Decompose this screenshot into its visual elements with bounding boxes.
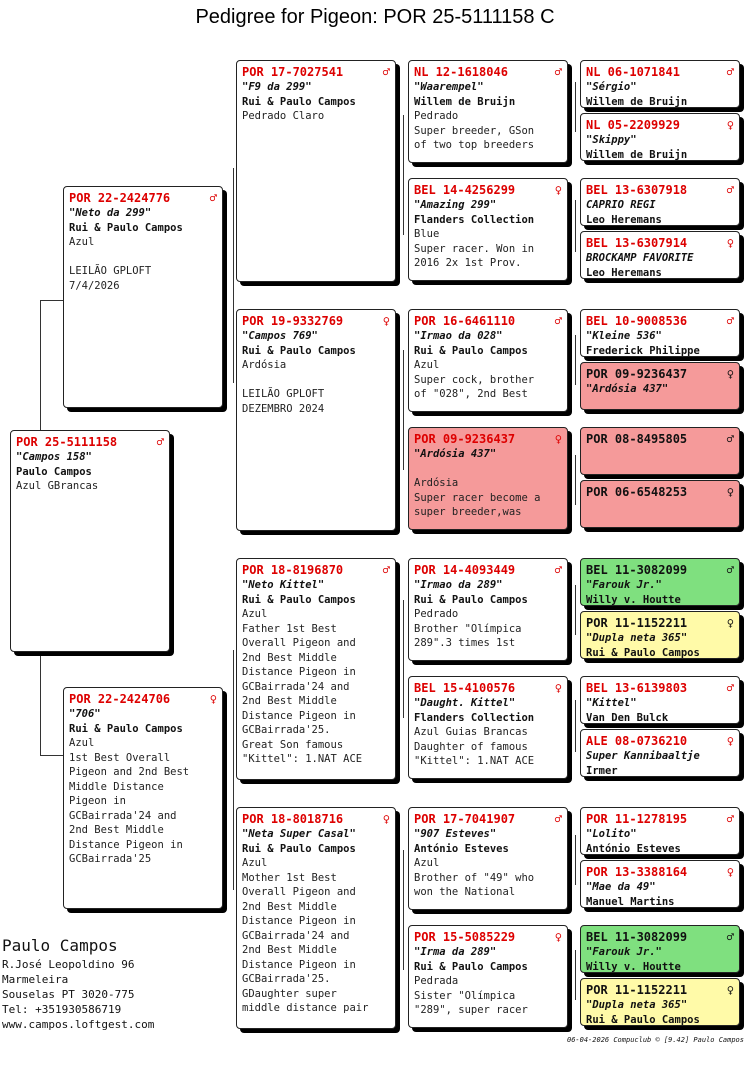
breeder-name: Irmer [586, 764, 618, 777]
ring-number: POR 06-6548253 [586, 485, 688, 499]
connector-line [575, 700, 576, 752]
pigeon-card-g4[interactable] [580, 231, 740, 279]
pigeon-notes: Ardósia LEILÃO GPLOFT DEZEMBRO 2024 [242, 359, 325, 415]
ring-number: POR 25-5111158 [16, 435, 118, 449]
pigeon-card-g8[interactable] [580, 480, 740, 528]
pigeon-name: "Campos 769" [242, 330, 318, 342]
breeder-name: Rui & Paulo Campos [242, 842, 356, 855]
pigeon-card-sss[interactable] [408, 60, 568, 163]
breeder-name: Van Den Bulck [586, 711, 669, 724]
sex-icon: ♂ [726, 812, 734, 826]
pigeon-name: CAPRIO REGI [586, 199, 656, 211]
breeder-name: Frederick Philippe [586, 344, 700, 357]
breeder-name: António Esteves [586, 842, 681, 855]
pigeon-name: "Irmao da 028" [414, 330, 503, 342]
pigeon-card-dss[interactable] [408, 558, 568, 661]
breeder-name: Rui & Paulo Campos [414, 344, 528, 357]
pigeon-name: BROCKAMP FAVORITE [586, 252, 694, 264]
sex-icon: ♀ [382, 812, 390, 826]
sex-icon: ♀ [726, 485, 734, 499]
ring-number: BEL 13-6307918 [586, 183, 688, 197]
pigeon-name: "Irmao da 289" [414, 579, 503, 591]
connector-line [40, 650, 41, 755]
sex-icon: ♂ [726, 681, 734, 695]
ring-number: POR 18-8196870 [242, 563, 344, 577]
pigeon-card-dam-dam[interactable] [236, 807, 396, 1029]
connector-line [403, 115, 404, 235]
sex-icon: ♂ [554, 65, 562, 79]
sex-icon: ♂ [382, 563, 390, 577]
sex-icon: ♀ [726, 734, 734, 748]
breeder-name: Willem de Bruijn [586, 148, 688, 161]
pigeon-name: "F9 da 299" [242, 81, 312, 93]
ring-number: POR 09-9236437 [586, 367, 688, 381]
breeder-name: Flanders Collection [414, 711, 535, 724]
pigeon-notes: Pedrado Claro [242, 110, 325, 122]
ring-number: POR 18-8018716 [242, 812, 344, 826]
owner-info [2, 935, 154, 1032]
pigeon-card-g7[interactable] [580, 427, 740, 475]
breeder-name: Willem de Bruijn [586, 95, 688, 108]
breeder-name: Rui & Paulo Campos [414, 593, 528, 606]
connector-line [575, 835, 576, 885]
ring-number: POR 15-5085229 [414, 930, 516, 944]
sex-icon: ♀ [726, 236, 734, 250]
sex-icon: ♀ [209, 692, 217, 706]
ring-number: POR 09-9236437 [414, 432, 516, 446]
ring-number: POR 11-1152211 [586, 983, 688, 997]
ring-number: POR 17-7041907 [414, 812, 516, 826]
sex-icon: ♀ [554, 930, 562, 944]
pigeon-notes: Azul Mother 1st Best Overall Pigeon and 2nd Best Middle Distance Pigeon in GCBairrada'24 and 2nd Best Middle Distance Pigeon in GCBairrada'25. GDaughter super middle distance pair [242, 857, 369, 1014]
pigeon-notes: Ardósia Super racer become a super breeder,was [414, 477, 541, 518]
pigeon-card-dsd[interactable] [408, 676, 568, 779]
breeder-name: Flanders Collection [414, 213, 535, 226]
pigeon-card-sire[interactable] [63, 186, 223, 408]
page-title: Pedigree for Pigeon: POR 25-5111158 C [195, 6, 555, 28]
sex-icon: ♂ [554, 812, 562, 826]
pigeon-card-subject[interactable] [10, 430, 170, 652]
pigeon-notes: Azul Super cock, brother of "028", 2nd Best [414, 359, 535, 400]
pigeon-name: "Dupla neta 365" [586, 632, 688, 644]
sex-icon: ♀ [554, 183, 562, 197]
breeder-name: Rui & Paulo Campos [69, 221, 183, 234]
pigeon-card-g3[interactable] [580, 178, 740, 226]
pigeon-card-g1[interactable] [580, 60, 740, 108]
sex-icon: ♀ [726, 616, 734, 630]
pigeon-notes: Azul Guias Brancas Daughter of famous "Kittel": 1.NAT ACE [414, 726, 535, 767]
ring-number: NL 12-1618046 [414, 65, 508, 79]
pigeon-card-sire-dam[interactable] [236, 309, 396, 531]
breeder-name: Willy v. Houtte [586, 960, 681, 973]
pigeon-name: "Kleine 536" [586, 330, 662, 342]
connector-line [233, 168, 234, 383]
ring-number: BEL 15-4100576 [414, 681, 516, 695]
breeder-name: Rui & Paulo Campos [586, 646, 700, 659]
ring-number: POR 22-2424776 [69, 191, 171, 205]
pigeon-card-g16[interactable] [580, 978, 740, 1026]
pigeon-name: "907 Esteves" [414, 828, 497, 840]
connector-line [575, 82, 576, 132]
pigeon-card-dam[interactable] [63, 687, 223, 909]
connector-line [403, 600, 404, 718]
sex-icon: ♀ [726, 865, 734, 879]
sex-icon: ♀ [726, 983, 734, 997]
sex-icon: ♀ [726, 367, 734, 381]
ring-number: POR 22-2424706 [69, 692, 171, 706]
sex-icon: ♀ [382, 314, 390, 328]
pigeon-name: "Ardósia 437" [414, 448, 497, 460]
pigeon-card-g15[interactable] [580, 925, 740, 973]
sex-icon: ♀ [554, 432, 562, 446]
pigeon-name: "Amazing 299" [414, 199, 497, 211]
sex-icon: ♂ [726, 930, 734, 944]
breeder-name: Rui & Paulo Campos [69, 722, 183, 735]
owner-address-line: R.José Leopoldino 96 [2, 958, 135, 971]
breeder-name: Leo Heremans [586, 266, 662, 279]
sex-icon: ♀ [554, 681, 562, 695]
owner-name: Paulo Campos [2, 936, 118, 955]
connector-line [575, 585, 576, 635]
pigeon-card-g11[interactable] [580, 676, 740, 724]
ring-number: BEL 14-4256299 [414, 183, 516, 197]
ring-number: POR 11-1152211 [586, 616, 688, 630]
pigeon-name: "Campos 158" [16, 451, 92, 463]
ring-number: POR 19-9332769 [242, 314, 344, 328]
sex-icon: ♂ [554, 314, 562, 328]
owner-phone: Tel: +351930586719 [2, 1003, 122, 1016]
connector-line [575, 455, 576, 505]
breeder-name: Rui & Paulo Campos [242, 593, 356, 606]
connector-line [233, 650, 234, 890]
breeder-name: António Esteves [414, 842, 509, 855]
sex-icon: ♂ [209, 191, 217, 205]
ring-number: ALE 08-0736210 [586, 734, 688, 748]
breeder-name: Leo Heremans [586, 213, 662, 226]
sex-icon: ♂ [726, 432, 734, 446]
pigeon-name: "Farouk Jr." [586, 946, 662, 958]
connector-line [40, 300, 41, 432]
breeder-name: Willem de Bruijn [414, 95, 516, 108]
pigeon-notes: Azul LEILÃO GPLOFT 7/4/2026 [69, 236, 152, 292]
pigeon-card-dds[interactable] [408, 807, 568, 910]
breeder-name: Paulo Campos [16, 465, 92, 478]
pigeon-card-g2[interactable] [580, 113, 740, 161]
pigeon-name: "Lolito" [586, 828, 637, 840]
pigeon-card-g10[interactable] [580, 611, 740, 659]
ring-number: BEL 13-6307914 [586, 236, 688, 250]
connector-line [403, 850, 404, 970]
pigeon-card-ddd[interactable] [408, 925, 568, 1028]
pigeon-card-sds[interactable] [408, 309, 568, 412]
connector-line [575, 200, 576, 252]
owner-address-line: Marmeleira [2, 973, 69, 986]
ring-number: POR 11-1278195 [586, 812, 688, 826]
breeder-name: Rui & Paulo Campos [414, 960, 528, 973]
pigeon-name: "Skippy" [586, 134, 637, 146]
ring-number: POR 13-3388164 [586, 865, 688, 879]
pigeon-name: "Kittel" [586, 697, 637, 709]
sex-icon: ♂ [726, 183, 734, 197]
connector-line [403, 350, 404, 470]
sex-icon: ♂ [382, 65, 390, 79]
pigeon-notes: Azul Father 1st Best Overall Pigeon and 2nd Best Middle Distance Pigeon in GCBairrada'24 and 2nd Best Middle Distance Pigeon in GCBairrada'25. Great Son famous "Kittel": 1.NAT ACE [242, 608, 363, 765]
ring-number: POR 14-4093449 [414, 563, 516, 577]
sex-icon: ♂ [156, 435, 164, 449]
breeder-name: Manuel Martins [586, 895, 675, 908]
pigeon-name: "Mae da 49" [586, 881, 656, 893]
ring-number: BEL 10-9008536 [586, 314, 688, 328]
ring-number: NL 05-2209929 [586, 118, 680, 132]
pigeon-card-g5[interactable] [580, 309, 740, 357]
pigeon-name: "Neto da 299" [69, 207, 152, 219]
pigeon-name: Super Kannibaaltje [586, 750, 700, 762]
pigeon-notes: Pedrado Super breeder, GSon of two top breeders [414, 110, 535, 151]
pigeon-name: "Irma da 289" [414, 946, 497, 958]
pigeon-card-sdd[interactable] [408, 427, 568, 530]
pigeon-notes: Pedrada Sister "Olímpica "289", super racer [414, 975, 528, 1016]
pigeon-card-sire-sire[interactable] [236, 60, 396, 282]
pigeon-notes: Blue Super racer. Won in 2016 2x 1st Prov. [414, 228, 535, 269]
pigeon-notes: Azul Brother of "49" who won the National [414, 857, 535, 898]
ring-number: BEL 13-6139803 [586, 681, 688, 695]
sex-icon: ♂ [726, 314, 734, 328]
pigeon-name: "Ardósia 437" [586, 383, 669, 395]
pigeon-card-g12[interactable] [580, 729, 740, 777]
pigeon-card-ssd[interactable] [408, 178, 568, 281]
ring-number: NL 06-1071841 [586, 65, 680, 79]
connector-line [40, 300, 65, 301]
breeder-name: Rui & Paulo Campos [586, 1013, 700, 1026]
pigeon-card-g9[interactable] [580, 558, 740, 606]
owner-website[interactable]: www.campos.loftgest.com [2, 1018, 155, 1031]
pigeon-notes: Pedrado Brother "Olímpica 289".3 times 1st [414, 608, 522, 649]
footer-credit: 06-04-2026 Compuclub © [9.42] Paulo Campos [566, 1036, 744, 1044]
pigeon-name: "706" [69, 708, 101, 720]
sex-icon: ♀ [726, 118, 734, 132]
pigeon-notes: Azul GBrancas [16, 480, 99, 492]
pigeon-name: "Daught. Kittel" [414, 697, 516, 709]
owner-address-line: Souselas PT 3020-775 [2, 988, 135, 1001]
ring-number: POR 08-8495805 [586, 432, 688, 446]
breeder-name: Rui & Paulo Campos [242, 344, 356, 357]
sex-icon: ♂ [726, 65, 734, 79]
pigeon-name: "Dupla neta 365" [586, 999, 688, 1011]
connector-line [575, 950, 576, 1000]
sex-icon: ♂ [726, 563, 734, 577]
pigeon-name: "Waarempel" [414, 81, 484, 93]
pigeon-name: "Neta Super Casal" [242, 828, 356, 840]
pigeon-card-dam-sire[interactable] [236, 558, 396, 780]
pigeon-notes: Azul 1st Best Overall Pigeon and 2nd Best Middle Distance Pigeon in GCBairrada'24 and 2nd Best Middle Distance Pigeon in GCBairrada'25 [69, 737, 190, 865]
pigeon-name: "Farouk Jr." [586, 579, 662, 591]
breeder-name: Rui & Paulo Campos [242, 95, 356, 108]
pigeon-name: "Sérgio" [586, 81, 637, 93]
ring-number: BEL 11-3082099 [586, 563, 688, 577]
pigeon-card-g13[interactable] [580, 807, 740, 855]
ring-number: BEL 11-3082099 [586, 930, 688, 944]
breeder-name: Willy v. Houtte [586, 593, 681, 606]
connector-line [40, 755, 65, 756]
pigeon-card-g14[interactable] [580, 860, 740, 908]
pigeon-name: "Neto Kittel" [242, 579, 325, 591]
sex-icon: ♂ [554, 563, 562, 577]
ring-number: POR 17-7027541 [242, 65, 344, 79]
pigeon-card-g6[interactable] [580, 362, 740, 410]
connector-line [575, 335, 576, 385]
ring-number: POR 16-6461110 [414, 314, 516, 328]
